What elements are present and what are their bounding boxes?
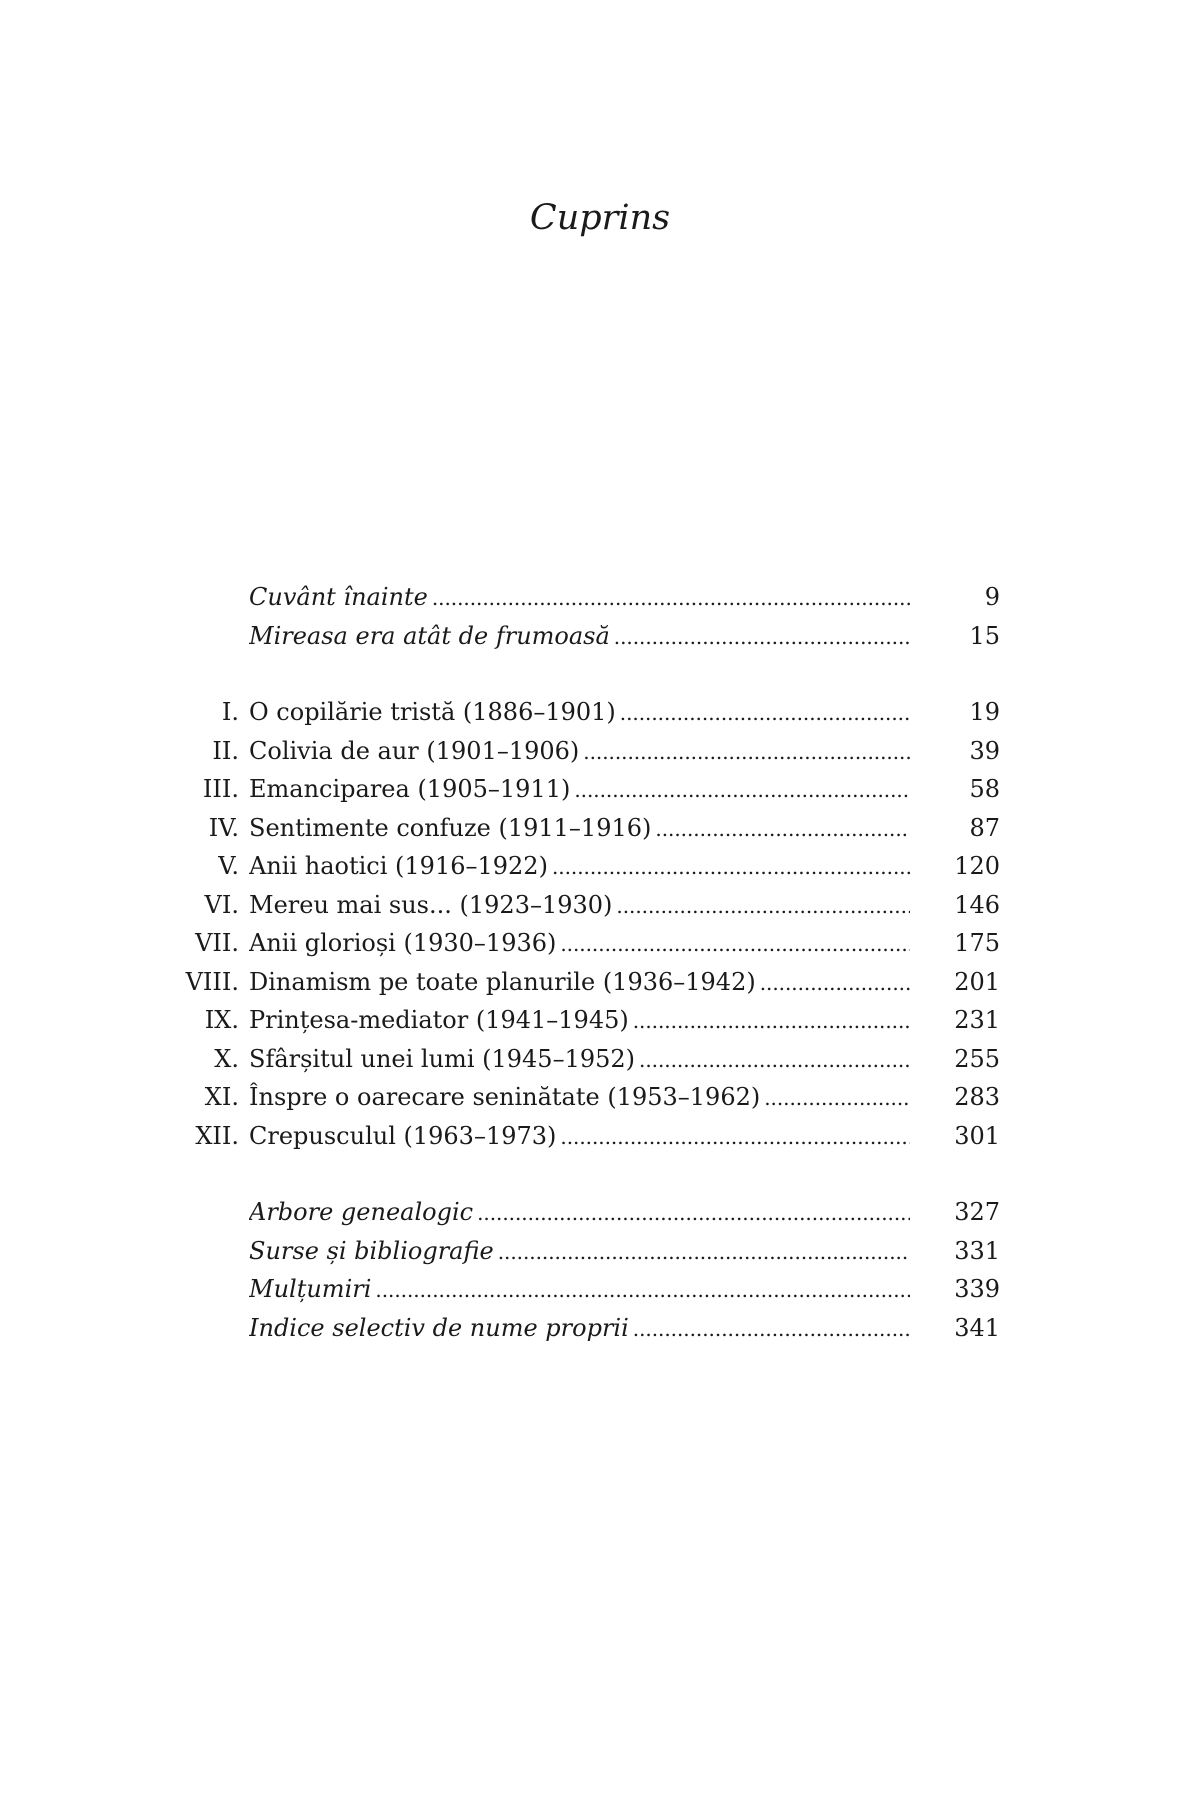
toc-entry-title: Surse și bibliografie	[249, 1236, 494, 1265]
toc-entry-page: 146	[954, 890, 1000, 919]
dot-leader	[629, 1002, 910, 1041]
toc-entry-title: Mulțumiri	[249, 1275, 372, 1303]
toc-entry-chapter-4[interactable]	[140, 809, 1000, 848]
toc-entry-title: Crepusculul (1963–1973)	[249, 1121, 557, 1150]
chapter-number: V.	[218, 852, 239, 880]
toc-entry-front-1[interactable]	[140, 578, 1000, 617]
toc-entry-page: 283	[954, 1083, 1000, 1111]
toc-entry-title: Colivia de aur (1901–1906)	[249, 736, 580, 765]
toc-entry-title: Arbore genealogic	[249, 1198, 474, 1226]
toc-entry-title: O copilărie tristă (1886–1901)	[249, 698, 616, 726]
toc-entry-page: 39	[969, 736, 1000, 765]
page-title: Cuprins	[529, 198, 671, 238]
dot-leader	[556, 925, 910, 964]
dot-leader	[760, 1079, 910, 1118]
chapter-number: III.	[202, 775, 239, 803]
dot-leader	[651, 810, 910, 849]
dot-leader	[428, 579, 910, 618]
toc-entry-page: 201	[954, 967, 1000, 996]
dot-leader	[548, 848, 910, 887]
dot-leader	[579, 733, 910, 772]
toc-entry-title: Mireasa era atât de frumoasă	[249, 621, 610, 650]
toc-entry-page: 331	[954, 1236, 1000, 1265]
toc-entry-chapter-5[interactable]	[140, 847, 1000, 886]
toc-entry-back-1[interactable]	[140, 1193, 1000, 1232]
dot-leader	[570, 771, 910, 810]
toc-entry-page: 175	[954, 929, 1000, 957]
toc-entry-page: 231	[954, 1006, 1000, 1034]
toc-entry-back-2[interactable]	[140, 1232, 1000, 1271]
toc-entry-chapter-12[interactable]	[140, 1117, 1000, 1156]
dot-leader	[756, 964, 910, 1003]
toc-entry-page: 58	[969, 775, 1000, 803]
toc-entry-title: Sfârșitul unei lumi (1945–1952)	[249, 1044, 636, 1073]
dot-leader	[612, 887, 910, 926]
front-matter-list	[140, 578, 1000, 655]
toc-entry-title: Indice selectiv de nume proprii	[249, 1313, 629, 1342]
dot-leader	[610, 618, 910, 657]
chapter-number: XI.	[204, 1083, 239, 1111]
chapter-number: I.	[221, 698, 239, 726]
toc-entry-title: Anii glorioși (1930–1936)	[249, 929, 557, 957]
toc-entry-title: Dinamism pe toate planurile (1936–1942)	[249, 967, 756, 996]
toc-entry-page: 87	[969, 813, 1000, 842]
dot-leader	[616, 694, 910, 733]
chapter-number: II.	[212, 736, 239, 765]
dot-leader	[635, 1041, 910, 1080]
toc-entry-page: 15	[969, 621, 1000, 650]
chapter-number: VII.	[195, 929, 239, 957]
dot-leader	[629, 1310, 910, 1349]
toc-entry-page: 9	[984, 583, 1000, 611]
dot-leader	[371, 1271, 910, 1310]
toc-entry-title: Anii haotici (1916–1922)	[249, 852, 548, 880]
toc-entry-title: Mereu mai sus... (1923–1930)	[249, 890, 613, 919]
toc-entry-page: 301	[954, 1121, 1000, 1150]
toc-entry-title: Sentimente confuze (1911–1916)	[249, 813, 652, 842]
table-of-contents	[140, 578, 1000, 1347]
toc-entry-title: Înspre o oarecare seninătate (1953–1962)	[249, 1083, 761, 1111]
chapter-number: VIII.	[185, 967, 239, 996]
chapter-number: IX.	[204, 1006, 239, 1034]
toc-entry-back-3[interactable]	[140, 1270, 1000, 1309]
toc-entry-back-4[interactable]	[140, 1309, 1000, 1348]
back-matter-list	[140, 1193, 1000, 1347]
toc-entry-title: Cuvânt înainte	[249, 583, 428, 611]
toc-entry-chapter-2[interactable]	[140, 732, 1000, 771]
toc-entry-title: Prințesa-mediator (1941–1945)	[249, 1006, 629, 1034]
dot-leader	[473, 1194, 910, 1233]
chapter-number: X.	[214, 1044, 239, 1073]
chapter-number: XII.	[195, 1121, 239, 1150]
toc-entry-page: 339	[954, 1275, 1000, 1303]
toc-entry-title: Emanciparea (1905–1911)	[249, 775, 571, 803]
toc-entry-chapter-9[interactable]	[140, 1001, 1000, 1040]
dot-leader	[494, 1233, 910, 1272]
toc-entry-page: 341	[954, 1313, 1000, 1342]
toc-entry-page: 120	[954, 852, 1000, 880]
toc-entry-page: 327	[954, 1198, 1000, 1226]
toc-entry-chapter-3[interactable]	[140, 770, 1000, 809]
toc-entry-page: 19	[969, 698, 1000, 726]
chapter-number: VI.	[204, 890, 239, 919]
toc-entry-chapter-1[interactable]	[140, 693, 1000, 732]
dot-leader	[556, 1118, 910, 1157]
toc-entry-chapter-7[interactable]	[140, 924, 1000, 963]
toc-entry-chapter-6[interactable]	[140, 886, 1000, 925]
chapter-list	[140, 693, 1000, 1155]
toc-entry-chapter-10[interactable]	[140, 1040, 1000, 1079]
toc-entry-front-2[interactable]	[140, 617, 1000, 656]
toc-entry-page: 255	[954, 1044, 1000, 1073]
chapter-number: IV.	[208, 813, 239, 842]
toc-entry-chapter-8[interactable]	[140, 963, 1000, 1002]
toc-entry-chapter-11[interactable]	[140, 1078, 1000, 1117]
